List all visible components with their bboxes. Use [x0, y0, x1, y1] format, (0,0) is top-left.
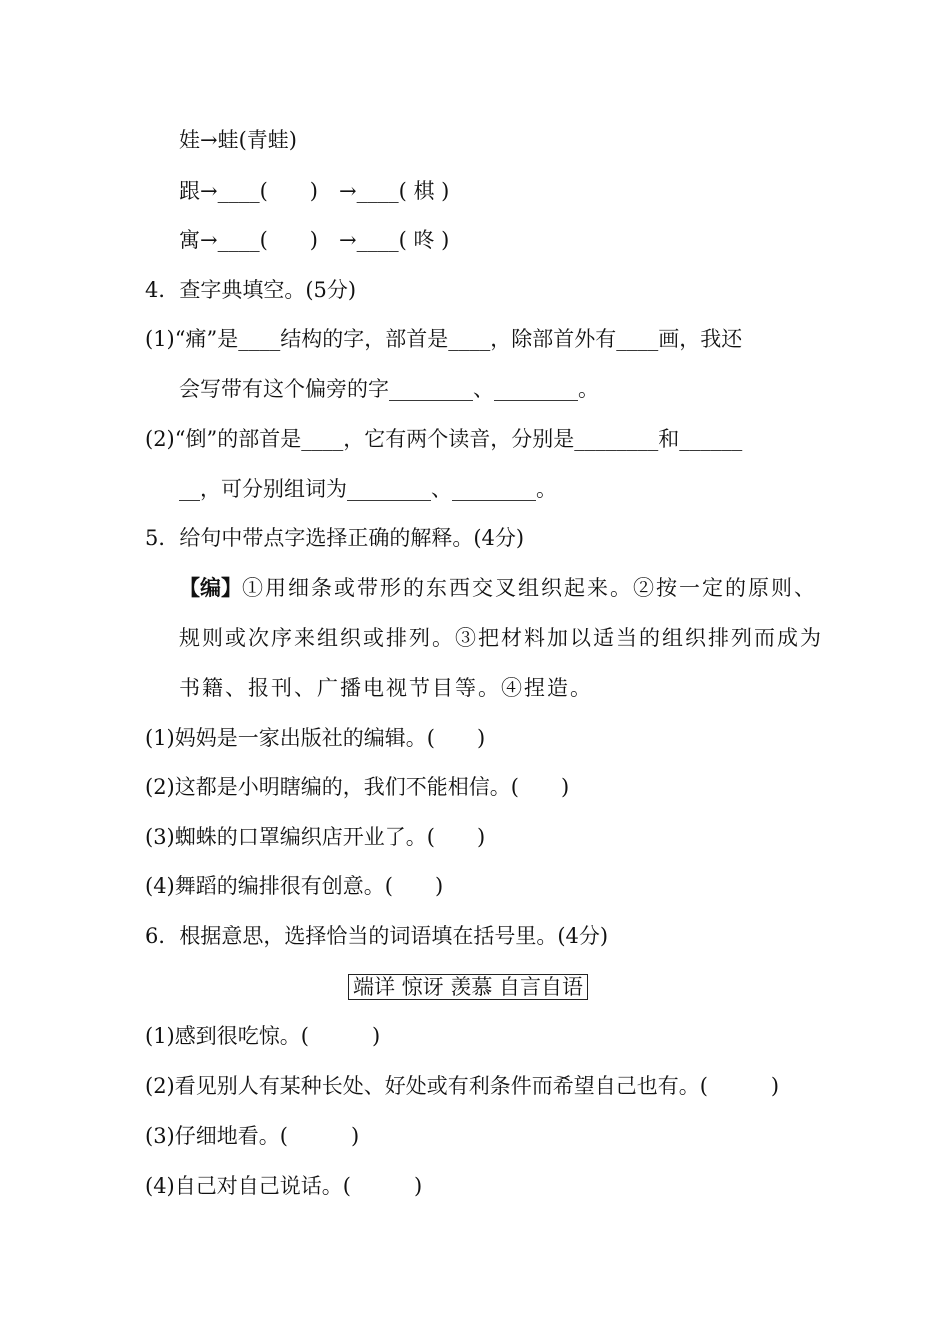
q6-word-box-row [348, 972, 588, 1002]
q4-part2-line2: __，可分别组词为________、________。 [179, 477, 557, 501]
q5-definition-text1: ①用细条或带形的东西交叉组织起来。②按一定的原则、 [242, 576, 817, 600]
q6-word-box: 端详 惊讶 羡慕 自言自语 [348, 974, 588, 1000]
q6-item: (3)仔细地看。( ) [145, 1124, 360, 1148]
q4-part2-line1: (2)“倒”的部首是____，它有两个读音，分别是________和______ [145, 427, 743, 451]
q5-item: (1)妈妈是一家出版社的编辑。( ) [145, 726, 486, 750]
q5-definition-head: 【编】 [179, 575, 242, 600]
q3-row-1: 跟→____( ) →____( 棋 ) [179, 179, 450, 203]
q6-item: (4)自己对自己说话。( ) [145, 1174, 423, 1198]
q6-title: 6．根据意思，选择恰当的词语填在括号里。(4分) [145, 924, 609, 948]
q5-item: (2)这都是小明瞎编的，我们不能相信。( ) [145, 775, 570, 799]
q5-definition-line3: 书籍、报刊、广播电视节目等。④捏造。 [179, 676, 593, 700]
q5-item: (3)蜘蛛的口罩编织店开业了。( ) [145, 825, 486, 849]
q5-title: 5．给句中带点字选择正确的解释。(4分) [145, 526, 525, 550]
q4-title: 4．查字典填空。(5分) [145, 278, 357, 302]
q6-item: (1)感到很吃惊。( ) [145, 1024, 381, 1048]
q5-item: (4)舞蹈的编排很有创意。( ) [145, 874, 444, 898]
q3-example: 娃→蛙(青蛙) [179, 128, 297, 152]
q4-part1-line1: (1)“痛”是____结构的字，部首是____，除部首外有____画，我还 [145, 327, 743, 351]
q3-row-2: 寓→____( ) →____( 咚 ) [179, 228, 450, 252]
q5-definition-line1 [179, 573, 817, 603]
q5-definition-line2: 规则或次序来组织或排列。③把材料加以适当的组织排列而成为 [179, 626, 823, 650]
q4-part1-line2: 会写带有这个偏旁的字________、________。 [179, 377, 599, 401]
q6-item: (2)看见别人有某种长处、好处或有利条件而希望自己也有。( ) [145, 1074, 780, 1098]
